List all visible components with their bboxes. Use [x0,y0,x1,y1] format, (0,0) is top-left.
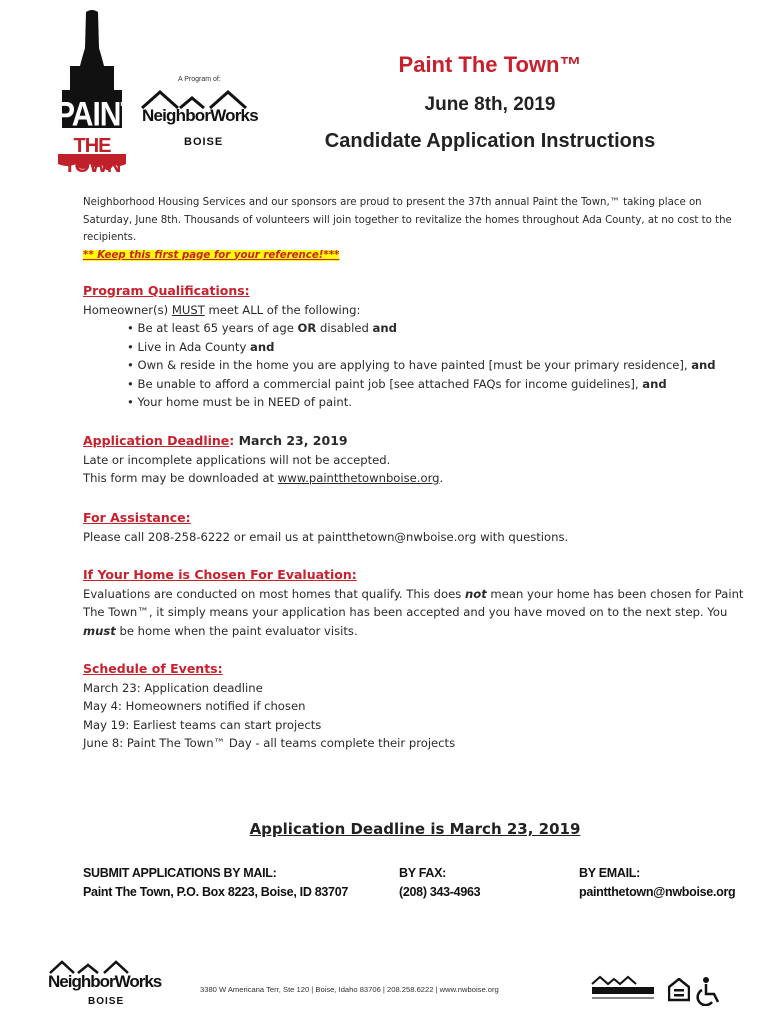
mail-address: Paint The Town, P.O. Box 8223, Boise, ID 83707 [83,885,349,899]
qualifications-list [83,319,748,412]
evaluation-heading: If Your Home is Chosen For Evaluation: [83,567,357,582]
intro-text: Neighborhood Housing Services and our sponsors are proud to present the 37th annual Paint the Town,™ taking place on Saturday, June 8th. Thousands of volunteers will join together to revitalize the homes throughout Ada County, at no cost to the recipients. [83,197,732,243]
lead-pre: Homeowner(s) [83,302,172,317]
footer-icons [588,974,728,1008]
deadline-heading-row [83,432,748,451]
qualifications-lead [83,301,748,320]
evaluation-section [83,566,748,640]
deadline-heading: Application Deadline [83,433,230,448]
footer-neighborworks-logo [44,958,174,1014]
keep-note: ** Keep this first page for your reference!*** [83,249,340,261]
neighborworks-name: NeighborWorks [142,106,258,125]
list-item: June 8: Paint The Town™ Day - all teams complete their projects [83,736,456,750]
qualifications-heading: Program Qualifications: [83,283,250,298]
lead-post: meet ALL of the following: [204,302,361,317]
assistance-heading: For Assistance: [83,510,191,525]
list-item: • Be unable to afford a commercial paint job [see attached FAQs for income guidelines], and [127,375,748,394]
deadline-section [83,432,748,488]
logo-text-paint: PAINT [55,95,138,134]
email-label: BY EMAIL: [579,866,640,880]
submit-mail [83,864,348,902]
list-item: May 4: Homeowners notified if chosen [83,699,306,713]
paint-the-town-logo [52,8,138,178]
neighborworks-boise: BOISE [184,136,224,148]
footer-nw-name: NeighborWorks [48,972,162,991]
event-date: June 8th, 2019 [424,94,556,115]
list-item: • Live in Ada County and [127,338,748,357]
logo-text-the-town: THE TOWN [63,135,121,177]
list-item: March 23: Application deadline [83,680,263,695]
page-title: Paint The Town™ [398,52,582,77]
lead-must: MUST [171,302,205,317]
email-address[interactable]: paintthetown@nwboise.org [579,885,736,899]
schedule-heading: Schedule of Events: [83,661,223,676]
program-of-label: A Program of: [178,76,221,83]
fax-label: BY FAX: [399,866,446,880]
neighborworks-boise-logo [136,72,276,162]
assistance-text: Please call 208-258-6222 or email us at paintthetown@nwboise.org with questions. [83,529,569,544]
schedule-section [83,660,748,753]
deadline-date: March 23, 2019 [234,433,348,448]
page-subtitle: Candidate Application Instructions [324,130,656,152]
submit-email [579,864,735,902]
list-item: • Own & reside in the home you are applying to have painted [must be your primary residence], and [127,356,748,375]
deadline-banner: Application Deadline is March 23, 2019 [249,820,581,838]
equal-housing-icon [668,978,690,1002]
list-item: • Your home must be in NEED of paint. [127,393,748,412]
footer-nw-boise: BOISE [88,996,125,1007]
list-item: May 19: Earliest teams can start projects [83,717,322,732]
footer-address: 3380 W Americana Terr, Ste 120 | Boise, Idaho 83706 | 208.258.6222 | www.nwboise.org [200,985,499,994]
assistance-section [83,509,748,546]
intro-paragraph [83,194,748,264]
download-link[interactable]: www.paintthetownboise.org [277,471,440,485]
mail-label: SUBMIT APPLICATIONS BY MAIL: [83,866,277,880]
accessibility-icon [696,976,722,1006]
deadline-colon: : [229,433,235,448]
submit-fax [399,864,480,902]
evaluation-text: Evaluations are conducted on most homes that qualify. This does not mean your home has been chosen for Paint The Town™, it simply means your application has been accepted and you have moved on to the next step. You must be home when the paint evaluator visits. [83,586,744,638]
list-item: • Be at least 65 years of age OR disabled and [127,319,748,338]
fax-number: (208) 343-4963 [399,885,481,899]
deadline-line1: Late or incomplete applications will not be accepted. [83,452,391,467]
deadline-line2: This form may be downloaded at www.paintthetownboise.org. [83,471,444,485]
qualifications-section [83,282,748,412]
